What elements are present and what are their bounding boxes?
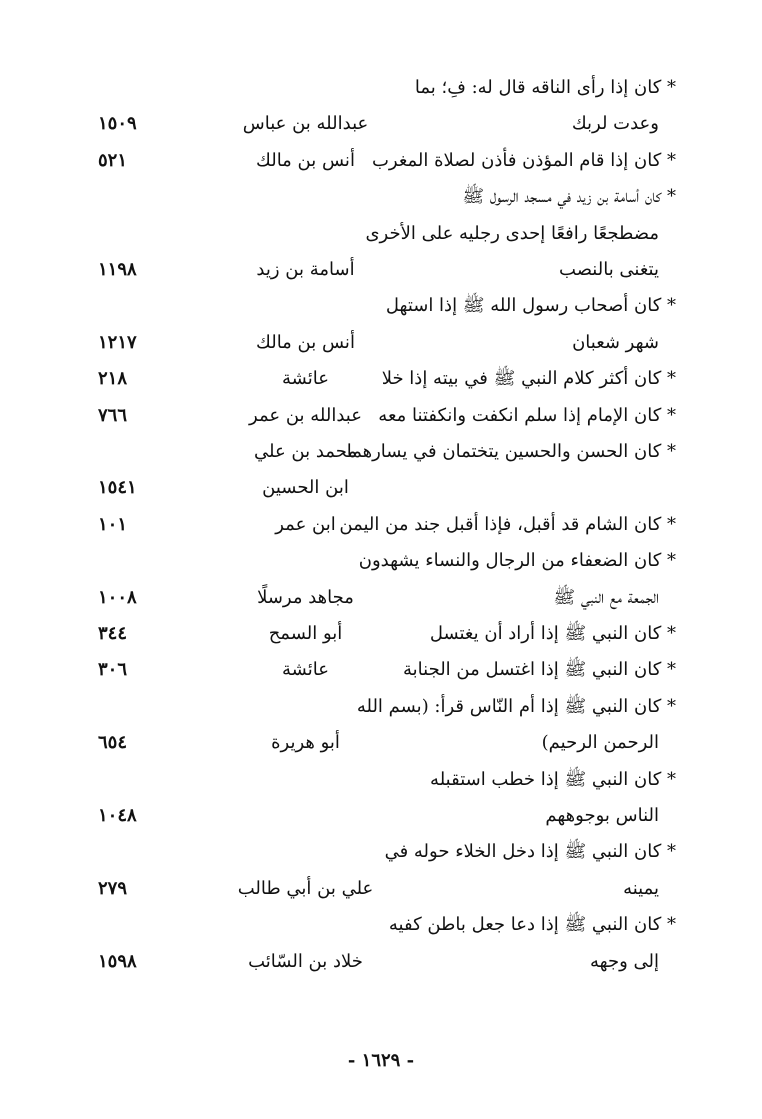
index-row <box>0 72 762 104</box>
narrator-name: أبو السمح <box>268 623 343 644</box>
index-row <box>0 218 762 250</box>
narrator-name: عبدالله بن عمر <box>249 405 362 426</box>
hadith-text: * كان الشام قد أقبل، فإذا أقبل جند من اليمن <box>339 514 676 535</box>
hadith-number: ١٥٩٨ <box>98 951 137 972</box>
hadith-number: ٥٢١ <box>98 150 128 171</box>
index-row <box>0 145 762 177</box>
narrator-name: أبو هريرة <box>271 732 340 753</box>
index-row <box>0 836 762 868</box>
narrator-name: علي بن أبي طالب <box>237 878 374 899</box>
index-row <box>0 582 762 614</box>
hadith-text: * كان النبي ﷺ إذا أم النّاس قرأ: (بسم الله <box>356 696 676 717</box>
hadith-text: * كان النبي ﷺ إذا اغتسل من الجنابة <box>403 659 676 680</box>
hadith-number: ٧٦٦ <box>98 405 128 426</box>
index-row <box>0 800 762 832</box>
narrator-name: عائشة <box>282 659 329 680</box>
hadith-text: * كان النبي ﷺ إذا دخل الخلاء حوله في <box>384 841 676 862</box>
hadith-text: * كان أصحاب رسول الله ﷺ إذا استهل <box>385 295 676 316</box>
hadith-text: الرحمن الرحيم) <box>541 732 659 753</box>
hadith-number: ١٢١٧ <box>98 332 137 353</box>
index-row <box>0 400 762 432</box>
narrator-name: أنس بن مالك <box>256 150 355 171</box>
index-row <box>0 509 762 541</box>
hadith-text: * كان النبي ﷺ إذا خطب استقبله <box>430 769 676 790</box>
narrator-name: أسامة بن زيد <box>256 259 355 280</box>
index-row <box>0 654 762 686</box>
hadith-number: ١٠٤٨ <box>98 805 137 826</box>
hadith-text: إلى وجهه <box>590 951 659 972</box>
narrator-name: ابن عمر <box>275 514 336 535</box>
hadith-number: ٢٧٩ <box>98 878 128 899</box>
index-row <box>0 764 762 796</box>
narrator-name: ابن الحسين <box>262 477 349 498</box>
hadith-text: وعدت لربك <box>571 113 659 134</box>
hadith-text: شهر شعبان <box>572 332 659 353</box>
narrator-name: أنس بن مالك <box>256 332 355 353</box>
hadith-text: الناس بوجوههم <box>545 805 659 826</box>
index-row <box>0 108 762 140</box>
hadith-number: ٦٥٤ <box>98 732 128 753</box>
index-row <box>0 436 762 468</box>
index-row <box>0 727 762 759</box>
hadith-text: الجمعة مع النبي ﷺ <box>553 587 659 608</box>
hadith-text: * كان إذا رأى الناقه قال له: فِ؛ بما <box>414 77 676 98</box>
index-row <box>0 545 762 577</box>
hadith-number: ١٠٠٨ <box>98 587 137 608</box>
hadith-text: * كان الإمام إذا سلم انكفت وانكفتنا معه <box>378 405 676 426</box>
hadith-number: ١٥٤١ <box>98 477 137 498</box>
index-row <box>0 254 762 286</box>
hadith-text: مضطجعًا رافعًا إحدى رجليه على الأخرى <box>365 223 659 244</box>
hadith-text: * كان النبي ﷺ إذا أراد أن يغتسل <box>429 623 676 644</box>
hadith-number: ٣٠٦ <box>98 659 128 680</box>
hadith-text: يتغنى بالنصب <box>559 259 659 280</box>
hadith-text: * كان النبي ﷺ إذا دعا جعل باطن كفيه <box>388 914 676 935</box>
narrator-name: عائشة <box>282 368 329 389</box>
hadith-number: ١٥٠٩ <box>98 113 137 134</box>
index-row <box>0 691 762 723</box>
hadith-number: ١٠١ <box>98 514 128 535</box>
hadith-text: يمينه <box>623 878 659 899</box>
hadith-text: * كان أكثر كلام النبي ﷺ في بيته إذا خلا <box>381 368 676 389</box>
index-row <box>0 946 762 978</box>
narrator-name: خلاد بن السّائب <box>248 951 363 972</box>
index-row <box>0 618 762 650</box>
hadith-text: * كان أسامة بن زيد في مسجد الرسول ﷺ <box>462 186 676 207</box>
hadith-text: * كان الحسن والحسين يتختمان في يسارهما <box>346 441 676 462</box>
index-row <box>0 290 762 322</box>
hadith-number: ٢١٨ <box>98 368 128 389</box>
page-number: - ١٦٢٩ - <box>347 1050 415 1071</box>
hadith-text: * كان الضعفاء من الرجال والنساء يشهدون <box>358 550 676 571</box>
narrator-name: محمد بن علي <box>254 441 357 462</box>
index-row <box>0 909 762 941</box>
narrator-name: مجاهد مرسلًا <box>257 587 354 608</box>
index-row <box>0 363 762 395</box>
narrator-name: عبدالله بن عباس <box>242 113 369 134</box>
index-row <box>0 472 762 504</box>
index-row <box>0 181 762 213</box>
hadith-number: ٣٤٤ <box>98 623 128 644</box>
index-row <box>0 327 762 359</box>
hadith-text: * كان إذا قام المؤذن فأذن لصلاة المغرب <box>371 150 676 171</box>
index-row <box>0 873 762 905</box>
hadith-number: ١١٩٨ <box>98 259 137 280</box>
